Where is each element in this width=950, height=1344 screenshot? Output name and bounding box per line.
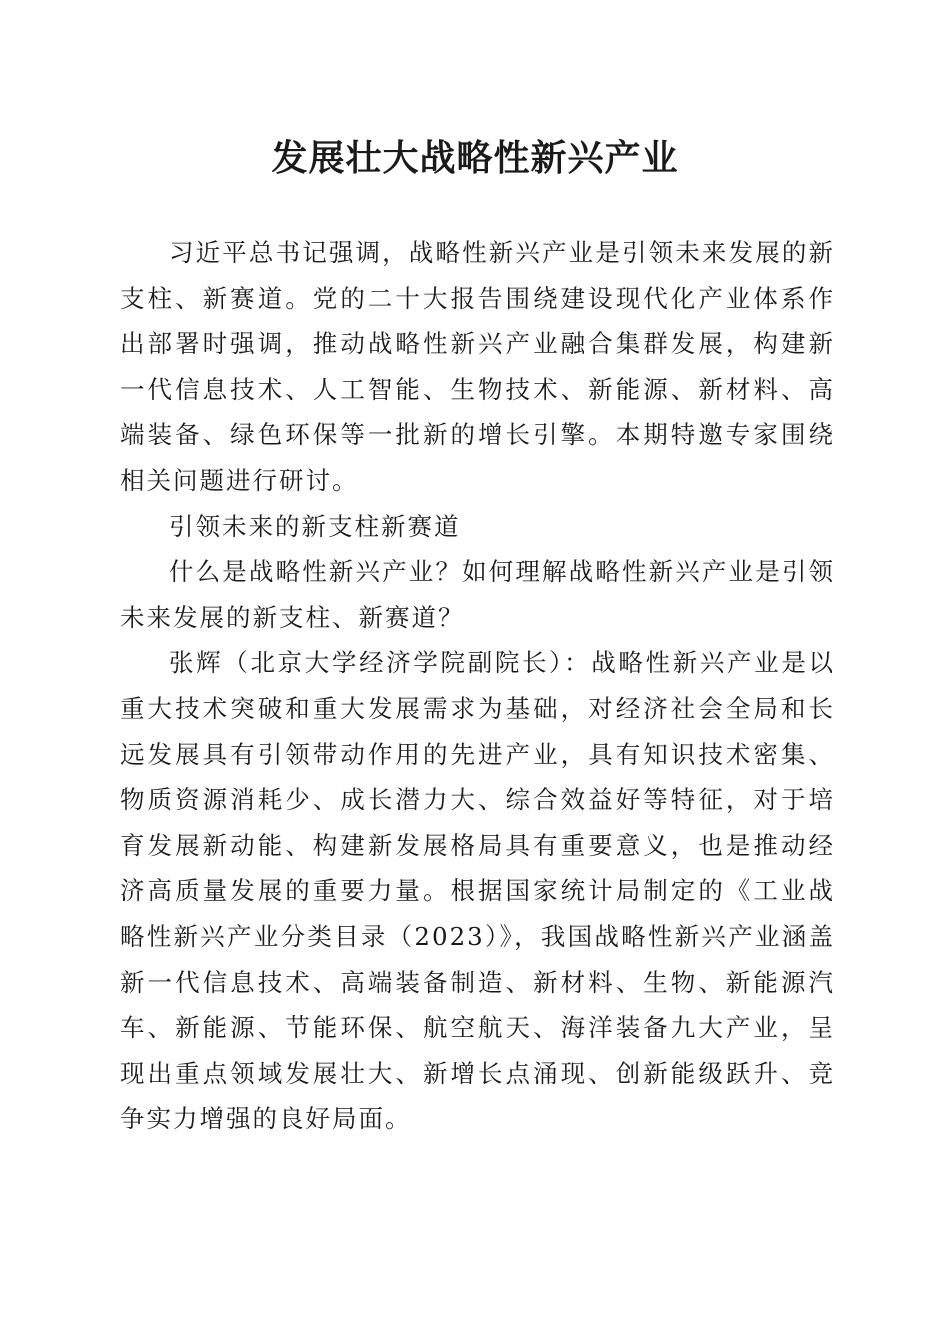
section-heading: 引领未来的新支柱新赛道	[169, 511, 461, 541]
document-body	[120, 230, 835, 1142]
question-paragraph: 什么是战略性新兴产业？如何理解战略性新兴产业是引领未来发展的新支柱、新赛道？	[120, 557, 835, 632]
answer-paragraph: 张辉（北京大学经济学院副院长）：战略性新兴产业是以重大技术突破和重大发展需求为基础，对经济社会全局和长远发展具有引领带动作用的先进产业，具有知识技术密集、物质资源消耗少、成长潜力大、综合效益好等特征，对于培育发展新动能、构建新发展格局具有重要意义，也是推动经济高质量发展的重要力量。根据国家统计局制定的《工业战略性新兴产业分类目录（2023）》，我国战略性新兴产业涵盖新一代信息技术、高端装备制造、新材料、生物、新能源汽车、新能源、节能环保、航空航天、海洋装备九大产业，呈现出重点领域发展壮大、新增长点涌现、创新能级跃升、竞争实力增强的良好局面。	[120, 648, 835, 1134]
document-title: 发展壮大战略性新兴产业	[271, 137, 679, 179]
intro-paragraph: 习近平总书记强调，战略性新兴产业是引领未来发展的新支柱、新赛道。党的二十大报告围绕建设现代化产业体系作出部署时强调，推动战略性新兴产业融合集群发展，构建新一代信息技术、人工智能、生物技术、新能源、新材料、高端装备、绿色环保等一批新的增长引擎。本期特邀专家围绕相关问题进行研讨。	[120, 238, 835, 495]
